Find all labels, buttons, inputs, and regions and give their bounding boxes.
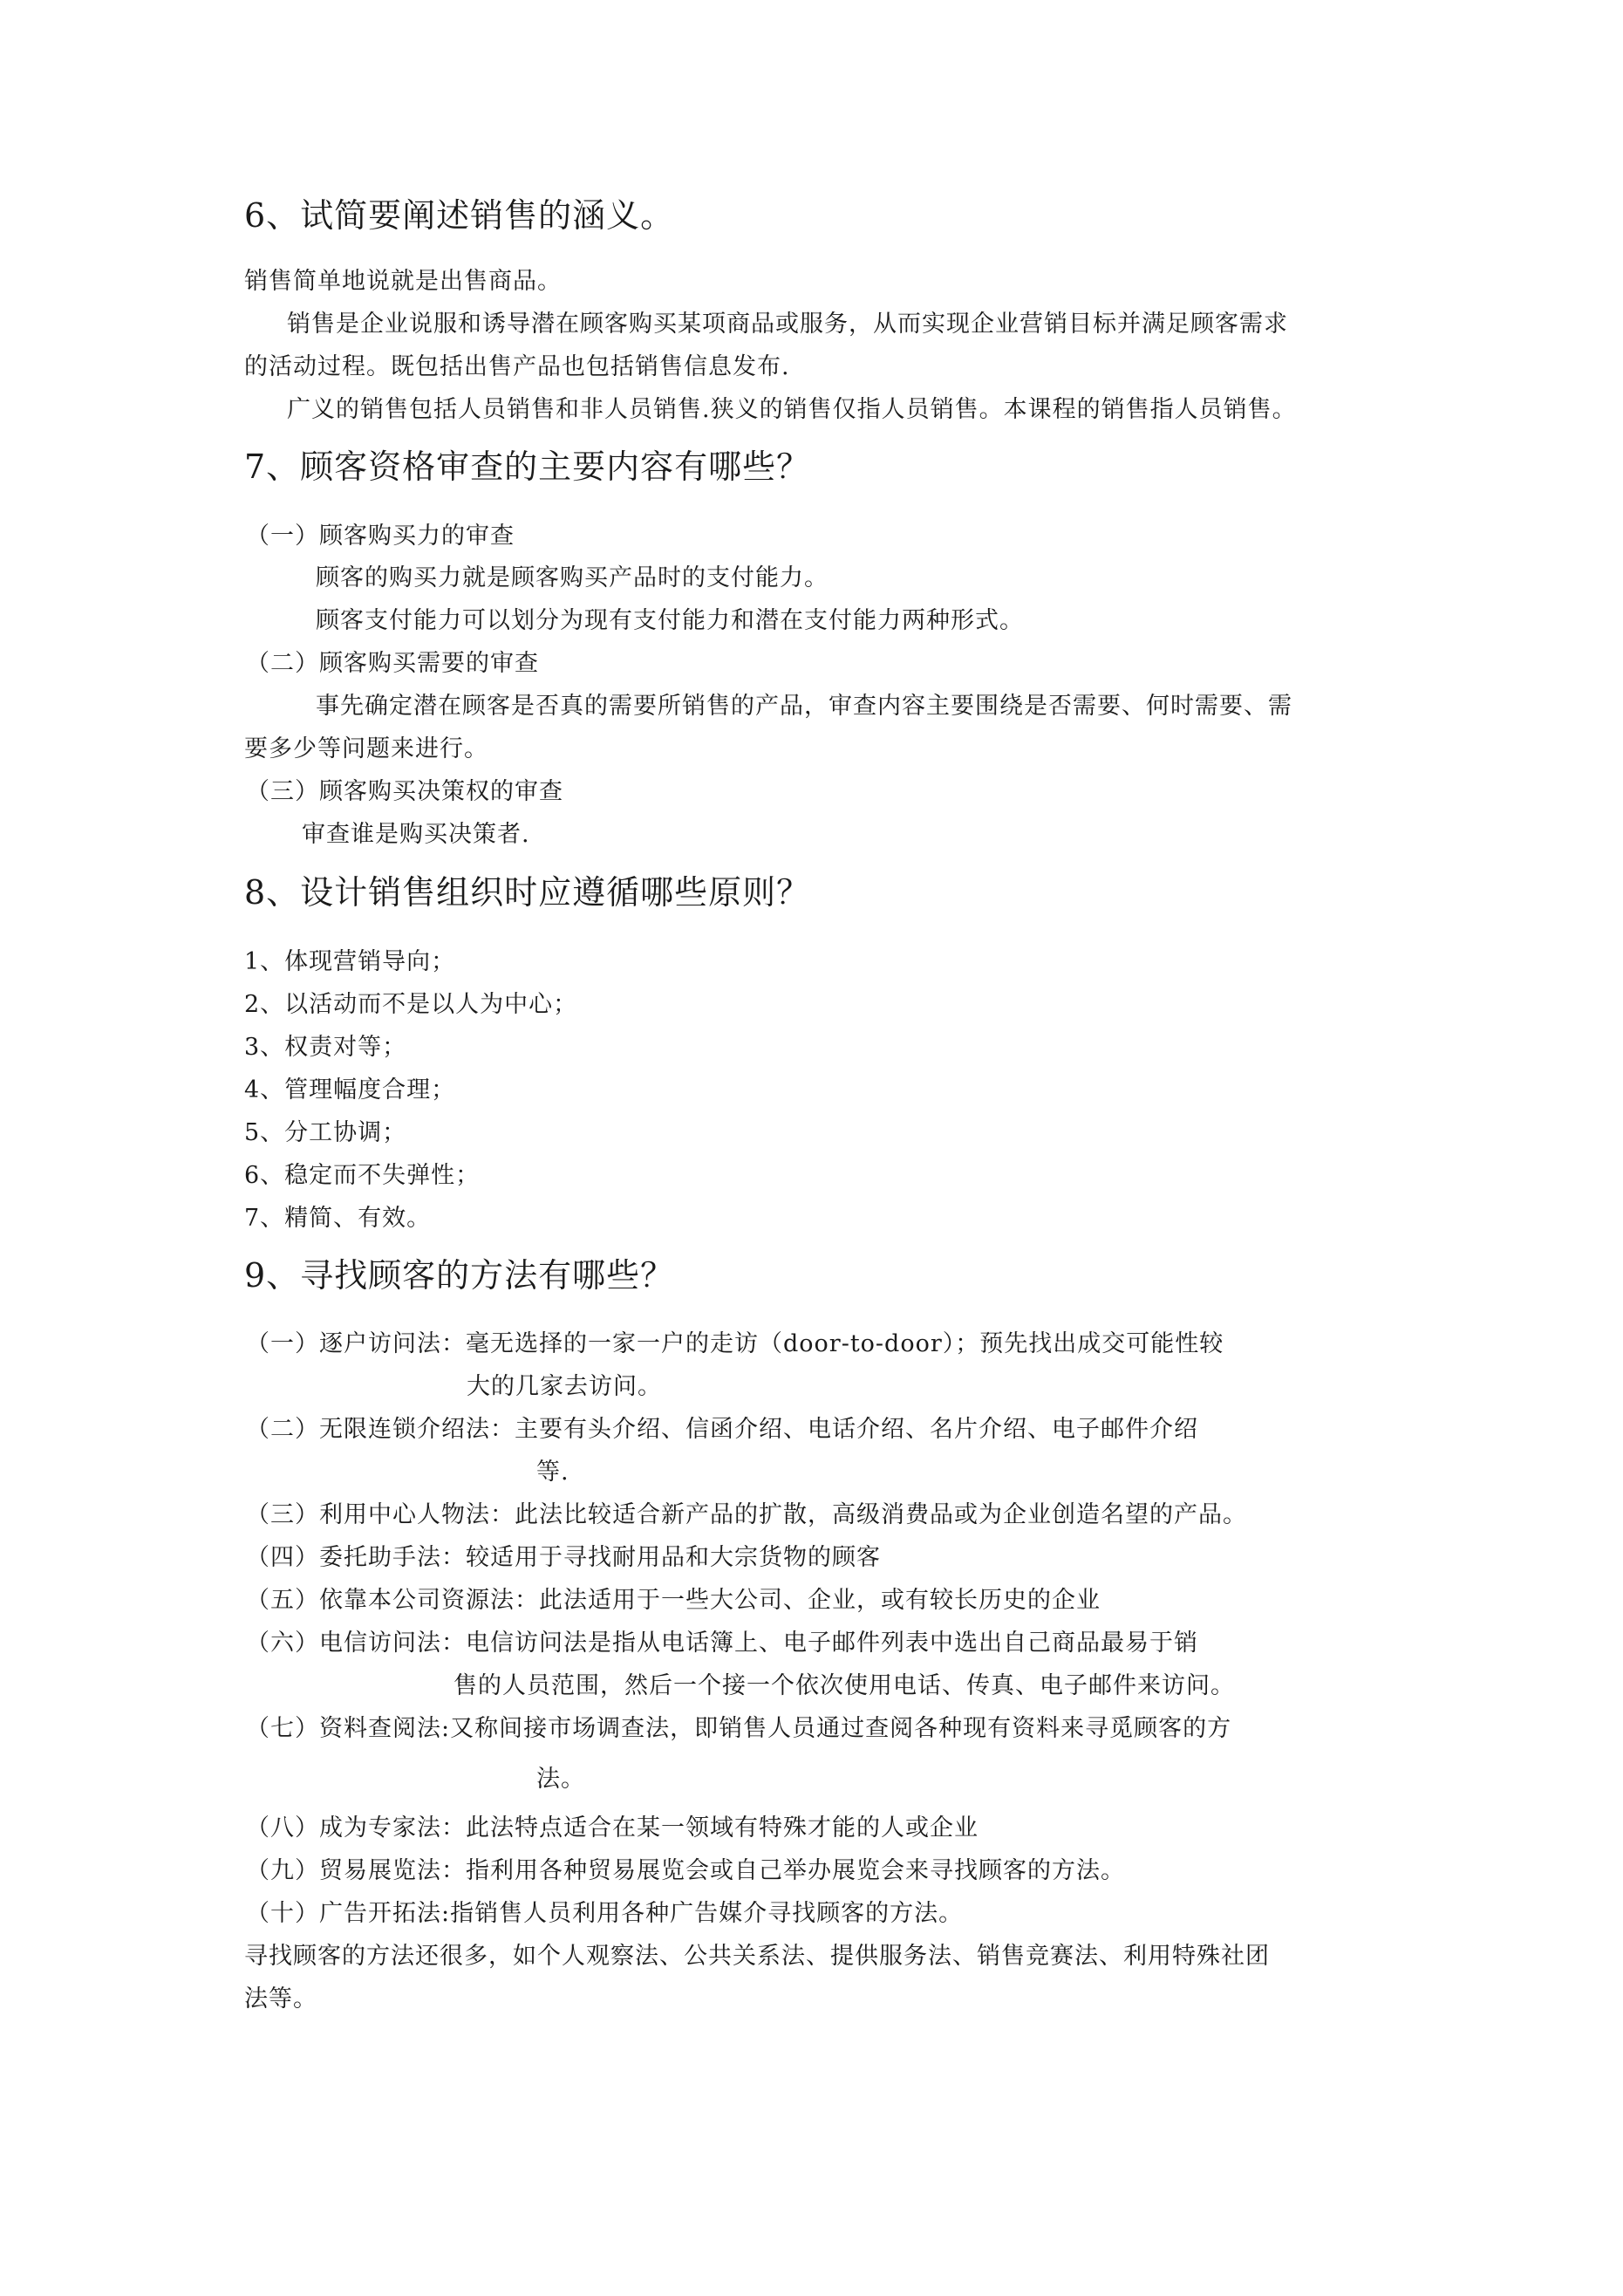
- q9-method-6-line-2: 售的人员范围，然后一个接一个依次使用电话、传真、电子邮件来访问。: [453, 1672, 1235, 1699]
- question-6-heading: 6、试简要阐述销售的涵义。: [244, 196, 675, 235]
- q7-section-3-line-1: 审查谁是购买决策者.: [302, 821, 530, 848]
- q8-principle-item: 2、以活动而不是以人为中心；: [244, 991, 578, 1018]
- q6-paragraph-2-line-2: 的活动过程。既包括出售产品也包括销售信息发布.: [244, 353, 790, 380]
- question-7-heading: 7、顾客资格审查的主要内容有哪些？: [244, 448, 811, 486]
- q9-method-2-line-1: （二）无限连锁介绍法：主要有头介绍、信函介绍、电话介绍、名片介绍、电子邮件介绍: [246, 1416, 1198, 1443]
- q8-principle-item: 6、稳定而不失弹性；: [244, 1162, 481, 1189]
- q9-method-1-line-1: （一）逐户访问法：毫无选择的一家一户的走访（door-to-door）；预先找出成交可能性较: [246, 1330, 1224, 1357]
- q7-section-3-title: （三）顾客购买决策权的审查: [246, 778, 563, 805]
- q9-method-7-line-2: 法。: [536, 1766, 585, 1793]
- q9-method-6-line-1: （六）电信访问法：电信访问法是指从电话簿上、电子邮件列表中选出自己商品最易于销: [246, 1630, 1198, 1657]
- q8-principle-item: 1、体现营销导向；: [244, 948, 456, 975]
- q7-section-2-line-2: 要多少等问题来进行。: [244, 735, 488, 762]
- q7-section-2-line-1: 事先确定潜在顾客是否真的需要所销售的产品，审查内容主要围绕是否需要、何时需要、需: [316, 693, 1292, 720]
- q8-principle-item: 5、分工协调；: [244, 1119, 407, 1146]
- q9-method-9: （九）贸易展览法：指利用各种贸易展览会或自己举办展览会来寻找顾客的方法。: [246, 1857, 1125, 1884]
- q6-paragraph-3: 广义的销售包括人员销售和非人员销售.狭义的销售仅指人员销售。本课程的销售指人员销售。: [287, 396, 1297, 423]
- q9-method-7-line-1: （七）资料查阅法:又称间接市场调查法，即销售人员通过查阅各种现有资料来寻觅顾客的方: [246, 1715, 1232, 1742]
- question-9-heading: 9、寻找顾客的方法有哪些？: [244, 1256, 675, 1295]
- q9-method-2-line-2: 等.: [536, 1459, 569, 1486]
- q9-method-8: （八）成为专家法：此法特点适合在某一领域有特殊才能的人或企业: [246, 1814, 979, 1842]
- q6-paragraph-2-line-1: 销售是企业说服和诱导潜在顾客购买某项商品或服务，从而实现企业营销目标并满足顾客需求: [287, 311, 1288, 338]
- q6-paragraph-1: 销售简单地说就是出售商品。: [244, 268, 562, 295]
- q7-section-1-line-1: 顾客的购买力就是顾客购买产品时的支付能力。: [316, 564, 829, 591]
- q8-principle-item: 3、权责对等；: [244, 1034, 407, 1061]
- question-8-heading: 8、设计销售组织时应遵循哪些原则？: [244, 873, 811, 912]
- q8-principle-item: 7、精简、有效。: [244, 1205, 432, 1232]
- q9-method-4: （四）委托助手法：较适用于寻找耐用品和大宗货物的顾客: [246, 1544, 881, 1571]
- q9-method-1-line-2: 大的几家去访问。: [467, 1373, 662, 1400]
- q9-method-10: （十）广告开拓法:指销售人员利用各种广告媒介寻找顾客的方法。: [246, 1900, 964, 1927]
- q7-section-2-title: （二）顾客购买需要的审查: [246, 650, 539, 677]
- q9-closing-line-1: 寻找顾客的方法还很多，如个人观察法、公共关系法、提供服务法、销售竞赛法、利用特殊社团: [244, 1943, 1270, 1970]
- q9-method-5: （五）依靠本公司资源法：此法适用于一些大公司、企业，或有较长历史的企业: [246, 1587, 1101, 1614]
- q9-closing-line-2: 法等。: [244, 1985, 317, 2012]
- q7-section-1-line-2: 顾客支付能力可以划分为现有支付能力和潜在支付能力两种形式。: [316, 607, 1024, 634]
- q7-section-1-title: （一）顾客购买力的审查: [246, 523, 515, 550]
- q9-method-3: （三）利用中心人物法：此法比较适合新产品的扩散，高级消费品或为企业创造名望的产品。: [246, 1501, 1247, 1528]
- q8-principle-item: 4、管理幅度合理；: [244, 1076, 456, 1104]
